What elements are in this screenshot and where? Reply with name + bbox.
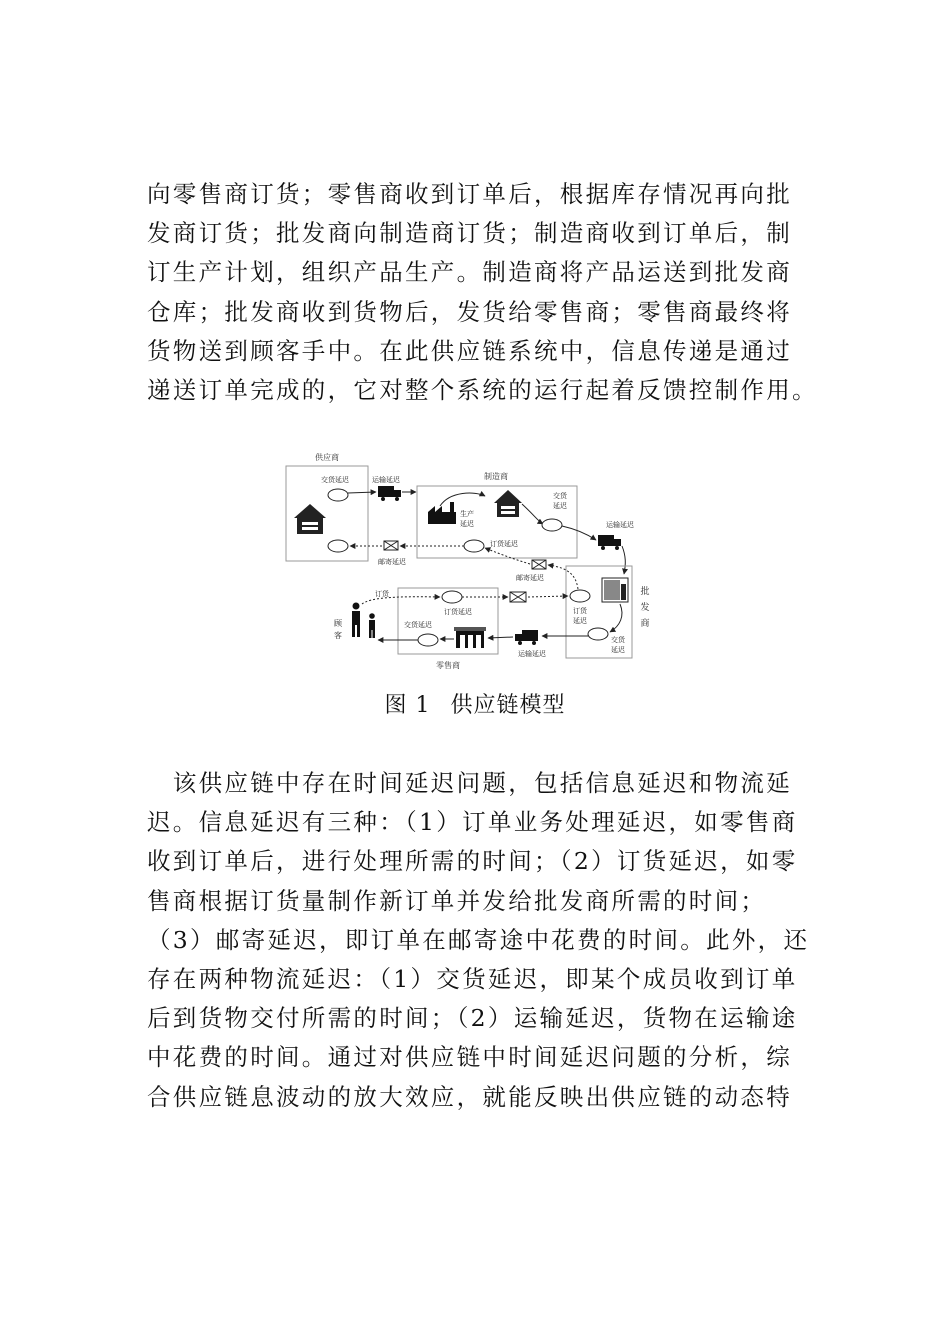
text-line: 货物送到顾客手中。在此供应链系统中，信息传递是通过 (147, 336, 792, 365)
mail-delay-label-2: 邮寄延迟 (516, 574, 544, 582)
wholesaler-label-char-1: 批 (640, 587, 650, 597)
manufacturer-delivery-delay-bottom: 延迟 (553, 502, 567, 510)
wholesaler-delivery-delay-top: 交货 (611, 636, 625, 644)
retailer-order-delay-label: 订货延迟 (444, 608, 472, 616)
supplier-warehouse-icon (294, 504, 326, 534)
envelope-icon (532, 560, 546, 569)
truck-icon (378, 486, 401, 501)
truck-icon (515, 630, 538, 645)
manufacturer-order-node (464, 540, 484, 552)
body-paragraph-2 (147, 764, 810, 1117)
store-icon (454, 627, 486, 648)
text-line: 订生产计划，组织产品生产。制造商将产品运送到批发商 (147, 258, 792, 287)
text-line: 仓库；批发商收到货物后，发货给零售商；零售商最终将 (147, 297, 792, 326)
retailer-delivery-node (418, 634, 438, 646)
production-delay-label-2: 延迟 (460, 520, 474, 528)
supplier-label: 供应商 (315, 453, 339, 462)
text-line: 该供应链中存在时间延迟问题，包括信息延迟和物流延 (147, 769, 792, 797)
transport-delay-label-2: 运输延迟 (606, 521, 634, 529)
mail-delay-label-1: 邮寄延迟 (378, 558, 406, 566)
customer-icon (352, 603, 375, 639)
supply-chain-diagram (280, 446, 650, 676)
supplier-delivery-delay-label: 交货延迟 (321, 476, 349, 484)
figure-number: 图 1 (384, 693, 431, 718)
wholesaler-label-char-2: 发 (640, 603, 650, 613)
production-delay-label-1: 生产 (460, 510, 474, 518)
envelope-icon (384, 541, 398, 550)
supplier-delivery-node (328, 489, 348, 501)
factory-icon (428, 502, 456, 524)
wholesaler-order-delay-bottom: 延迟 (573, 617, 587, 625)
wholesaler-order-node (570, 590, 590, 602)
figure-title: 供应链模型 (450, 693, 566, 718)
envelope-icon (510, 592, 526, 602)
wholesaler-delivery-delay-bottom: 延迟 (611, 646, 625, 654)
truck-icon (598, 535, 621, 550)
wholesaler-order-delay-top: 订货 (573, 607, 587, 615)
order-label: 订货 (375, 590, 389, 598)
text-line: 合供应链息波动的放大效应，就能反映出供应链的动态特 (147, 1082, 792, 1111)
supplier-order-node (328, 540, 348, 552)
manufacturer-delivery-delay-top: 交货 (553, 492, 567, 500)
text-line: 后到货物交付所需的时间；（2）运输延迟，货物在运输途 (147, 1004, 798, 1033)
wholesaler-warehouse-icon (602, 578, 628, 602)
manufacturer-label: 制造商 (484, 472, 508, 481)
retailer-delivery-delay-label: 交货延迟 (404, 621, 432, 629)
text-line: （3）邮寄延迟，即订单在邮寄途中花费的时间。此外，还 (147, 925, 810, 954)
transport-delay-label-3: 运输延迟 (518, 650, 546, 658)
body-paragraph-1 (147, 175, 818, 410)
text-line: 售商根据订货量制作新订单并发给批发商所需的时间； (147, 886, 767, 915)
manufacturer-warehouse-icon (494, 490, 522, 517)
figure-caption (0, 688, 950, 719)
text-line: 向零售商订货；零售商收到订单后，根据库存情况再向批 (147, 180, 792, 208)
manufacturer-order-delay-label: 订货延迟 (490, 540, 518, 548)
text-line: 存在两种物流延迟：（1）交货延迟，即某个成员收到订单 (147, 964, 798, 993)
text-line: 收到订单后，进行处理所需的时间；（2）订货延迟，如零 (147, 847, 798, 876)
manufacturer-delivery-node (542, 519, 562, 531)
customer-label-char-2: 客 (334, 631, 342, 640)
retailer-order-node (442, 591, 462, 603)
text-line: 递送订单完成的，它对整个系统的运行起着反馈控制作用。 (147, 375, 818, 404)
wholesaler-delivery-node (588, 628, 608, 640)
transport-delay-label-1: 运输延迟 (372, 476, 400, 484)
wholesaler-label-char-3: 商 (640, 619, 650, 629)
text-line: 迟。信息延迟有三种：（1）订单业务处理延迟，如零售商 (147, 808, 798, 837)
text-line: 中花费的时间。通过对供应链中时间延迟问题的分析，综 (147, 1043, 792, 1072)
text-line: 发商订货；批发商向制造商订货；制造商收到订单后，制 (147, 219, 792, 248)
retailer-label: 零售商 (436, 661, 460, 670)
customer-label-char-1: 顾 (334, 619, 342, 628)
